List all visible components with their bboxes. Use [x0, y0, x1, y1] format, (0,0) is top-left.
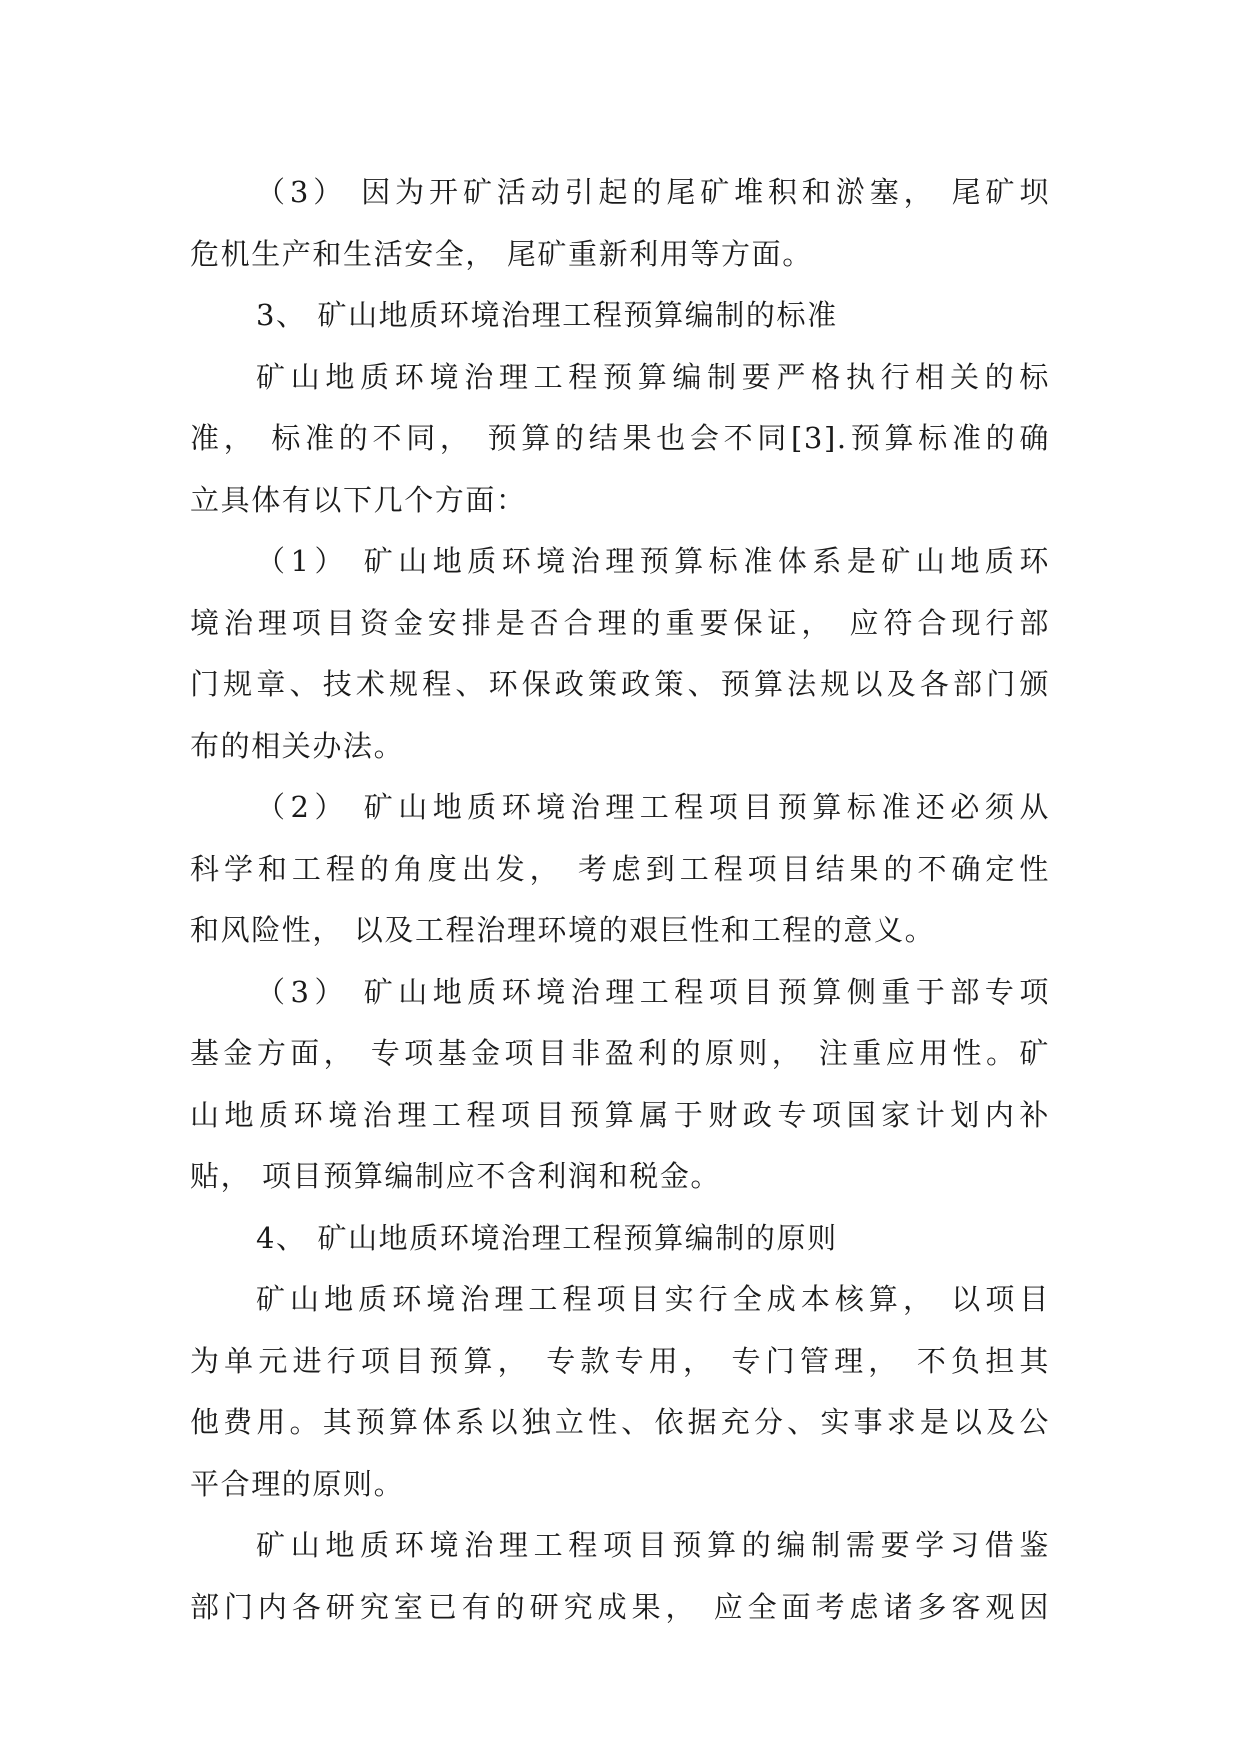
text-line-9: 门规章、技术规程、环保政策政策、预算法规以及各部门颁: [190, 667, 1050, 701]
text-line-2: 危机生产和生活安全， 尾矿重新利用等方面。: [190, 236, 813, 271]
text-line-11: （2） 矿山地质环境治理工程项目预算标准还必须从: [256, 790, 1050, 824]
section-heading-4: 4、 矿山地质环境治理工程预算编制的原则: [256, 1220, 838, 1255]
text-line-7: （1） 矿山地质环境治理预算标准体系是矿山地质环: [256, 544, 1050, 578]
text-line-13: 和风险性， 以及工程治理环境的艰巨性和工程的意义。: [190, 913, 936, 947]
text-line-10: 布的相关办法。: [190, 728, 405, 763]
text-line-16: 山地质环境治理工程项目预算属于财政专项国家计划内补: [190, 1097, 1050, 1132]
text-line-22: 平合理的原则。: [190, 1466, 405, 1501]
text-line-17: 贴， 项目预算编制应不含利润和税金。: [190, 1159, 722, 1193]
text-line-6: 立具体有以下几个方面：: [190, 482, 527, 517]
text-line-15: 基金方面， 专项基金项目非盈利的原则， 注重应用性。矿: [190, 1036, 1050, 1070]
section-heading-3: 3、 矿山地质环境治理工程预算编制的标准: [256, 298, 838, 332]
text-line-21: 他费用。其预算体系以独立性、依据充分、实事求是以及公: [190, 1405, 1050, 1439]
text-line-24: 部门内各研究室已有的研究成果， 应全面考虑诸多客观因: [190, 1589, 1050, 1624]
text-line-23: 矿山地质环境治理工程项目预算的编制需要学习借鉴: [256, 1528, 1050, 1562]
text-line-20: 为单元进行项目预算， 专款专用， 专门管理， 不负担其: [190, 1343, 1050, 1378]
text-line-14: （3） 矿山地质环境治理工程项目预算侧重于部专项: [256, 974, 1050, 1009]
text-line-5: 准， 标准的不同， 预算的结果也会不同[3].预算标准的确: [190, 421, 1050, 455]
text-line-12: 科学和工程的角度出发， 考虑到工程项目结果的不确定性: [190, 851, 1050, 886]
document-body: [190, 162, 1050, 1638]
text-line-1: （3） 因为开矿活动引起的尾矿堆积和淤塞， 尾矿坝: [256, 175, 1050, 209]
text-line-4: 矿山地质环境治理工程预算编制要严格执行相关的标: [256, 359, 1050, 394]
text-line-19: 矿山地质环境治理工程项目实行全成本核算， 以项目: [256, 1282, 1050, 1316]
text-line-8: 境治理项目资金安排是否合理的重要保证， 应符合现行部: [190, 605, 1050, 640]
